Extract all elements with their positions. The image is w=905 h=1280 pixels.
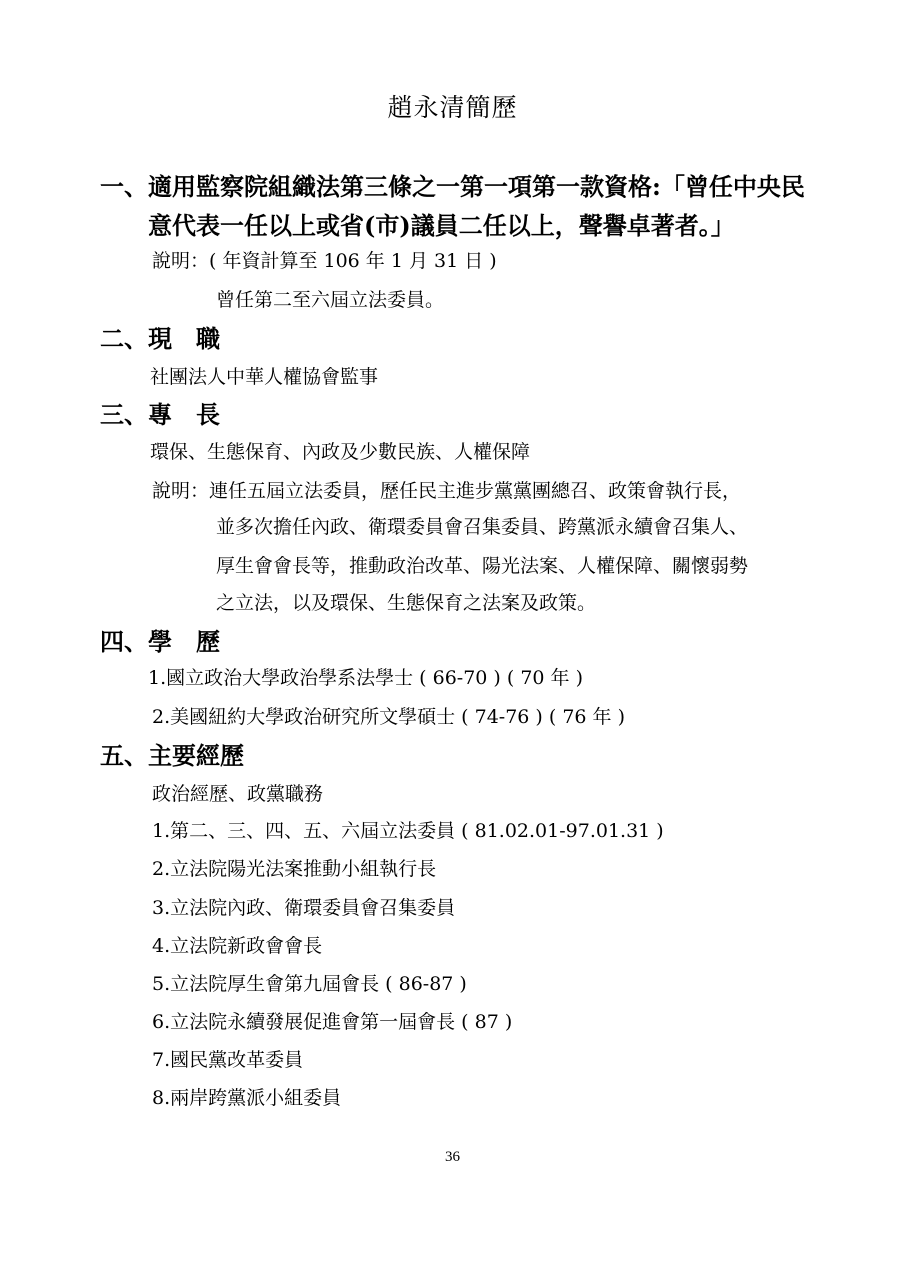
section5-subheading: 政治經歷、政黨職務 <box>152 783 324 805</box>
section5-heading: 五、主要經歷 <box>100 741 244 770</box>
experience-item: 4.立法院新政會會長 <box>152 935 323 957</box>
section3-content: 環保、生態保育、內政及少數民族、人權保障 <box>150 441 531 463</box>
section3-note-line4: 之立法，以及環保、生態保育之法案及政策。 <box>216 592 597 614</box>
experience-item: 7.國民黨改革委員 <box>152 1049 304 1071</box>
experience-item: 3.立法院內政、衛環委員會召集委員 <box>152 897 456 919</box>
section4-heading: 四、學 歷 <box>100 627 220 656</box>
section3-note-line1: 說明：連任五屆立法委員，歷任民主進步黨黨團總召、政策會執行長， <box>152 480 742 502</box>
experience-item: 2.立法院陽光法案推動小組執行長 <box>152 858 437 880</box>
experience-item: 5.立法院厚生會第九屆會長 ( 86-87 ) <box>152 973 467 995</box>
section3-heading: 三、專 長 <box>100 400 220 429</box>
page-title: 趙永清簡歷 <box>387 93 518 122</box>
experience-item: 8.兩岸跨黨派小組委員 <box>152 1087 342 1109</box>
section3-note-line2: 並多次擔任內政、衛環委員會召集委員、跨黨派永續會召集人、 <box>216 516 749 538</box>
section1-heading-line2: 意代表一任以上或省(市)議員二任以上，聲譽卓著者。」 <box>148 211 735 240</box>
section3-note-line3: 厚生會會長等，推動政治改革、陽光法案、人權保障、關懷弱勢 <box>216 555 749 577</box>
experience-item: 6.立法院永續發展促進會第一屆會長 ( 87 ) <box>152 1011 513 1033</box>
page-number: 36 <box>445 1149 460 1165</box>
section2-content: 社團法人中華人權協會監事 <box>150 366 379 388</box>
experience-item: 1.第二、三、四、五、六屆立法委員 ( 81.02.01-97.01.31 ) <box>152 820 664 842</box>
section1-heading-line1: 一、適用監察院組織法第三條之一第一項第一款資格:「曾任中央民 <box>100 172 805 201</box>
education-item: 2.美國紐約大學政治研究所文學碩士 ( 74-76 ) ( 76 年 ) <box>152 706 626 728</box>
section1-detail: 曾任第二至六屆立法委員。 <box>216 289 445 311</box>
section1-note: 說明：( 年資計算至 106 年 1 月 31 日 ) <box>152 250 497 272</box>
education-item: 1.國立政治大學政治學系法學士 ( 66-70 ) ( 70 年 ) <box>148 667 584 689</box>
section2-heading: 二、現 職 <box>100 324 220 353</box>
